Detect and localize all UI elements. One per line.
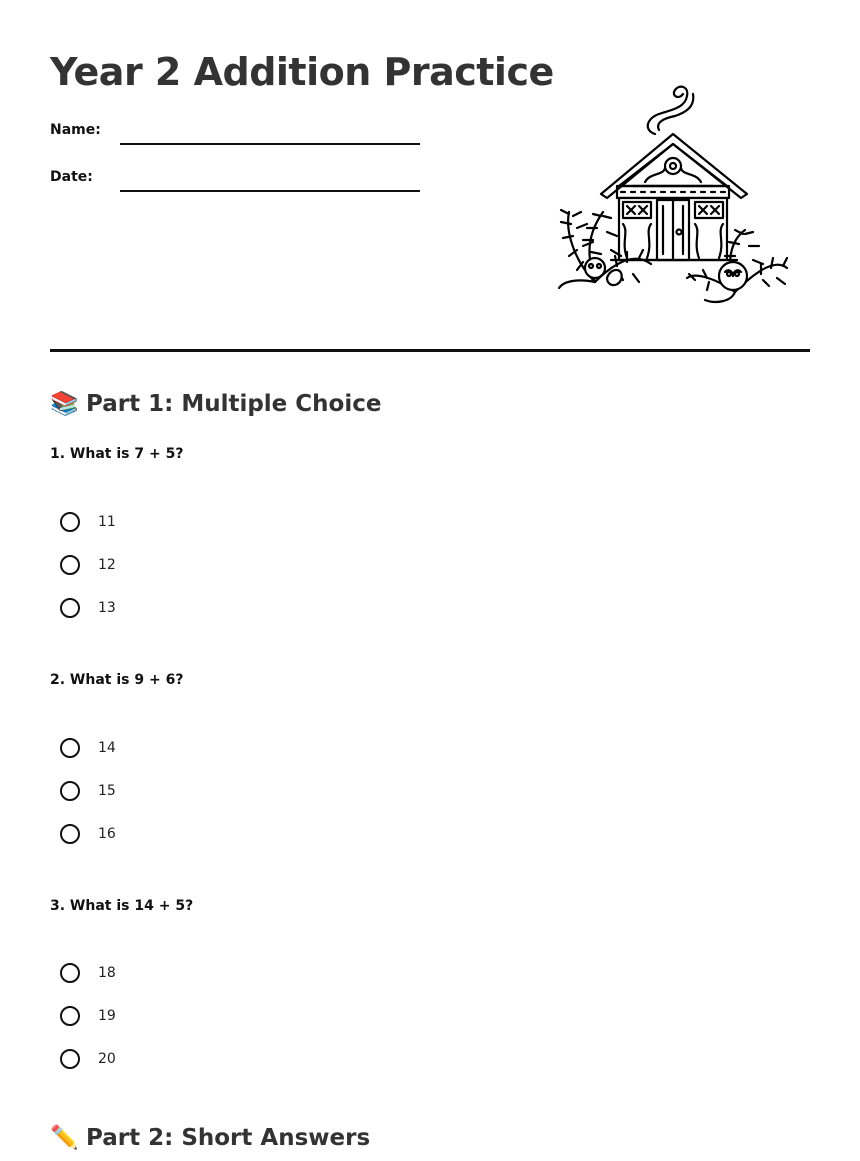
option-label: 12 bbox=[98, 557, 116, 573]
radio-button[interactable] bbox=[60, 824, 80, 844]
radio-button[interactable] bbox=[60, 963, 80, 983]
radio-button[interactable] bbox=[60, 738, 80, 758]
option-label: 11 bbox=[98, 514, 116, 530]
option-label: 19 bbox=[98, 1008, 116, 1024]
question-1: 1. What is 7 + 5? bbox=[50, 446, 184, 462]
q1-option-3[interactable] bbox=[60, 595, 116, 621]
date-label: Date: bbox=[50, 169, 93, 185]
radio-button[interactable] bbox=[60, 781, 80, 801]
books-icon: 📚 bbox=[50, 391, 79, 417]
part2-heading bbox=[50, 1124, 370, 1151]
question-3: 3. What is 14 + 5? bbox=[50, 898, 194, 914]
q2-option-3[interactable] bbox=[60, 821, 116, 847]
section-divider bbox=[50, 349, 810, 352]
part1-heading bbox=[50, 390, 381, 417]
q3-option-1[interactable] bbox=[60, 960, 116, 986]
house-illustration bbox=[555, 82, 795, 307]
q1-option-2[interactable] bbox=[60, 552, 116, 578]
radio-button[interactable] bbox=[60, 1049, 80, 1069]
date-input-line[interactable] bbox=[120, 190, 420, 192]
option-label: 18 bbox=[98, 965, 116, 981]
option-label: 20 bbox=[98, 1051, 116, 1067]
radio-button[interactable] bbox=[60, 555, 80, 575]
part2-title: Part 2: Short Answers bbox=[86, 1125, 371, 1151]
name-field bbox=[50, 122, 101, 138]
option-label: 14 bbox=[98, 740, 116, 756]
date-field bbox=[50, 169, 93, 185]
q3-option-2[interactable] bbox=[60, 1003, 116, 1029]
part1-title: Part 1: Multiple Choice bbox=[86, 391, 382, 417]
radio-button[interactable] bbox=[60, 598, 80, 618]
option-label: 16 bbox=[98, 826, 116, 842]
q2-option-1[interactable] bbox=[60, 735, 116, 761]
q1-option-1[interactable] bbox=[60, 509, 116, 535]
option-label: 13 bbox=[98, 600, 116, 616]
question-2: 2. What is 9 + 6? bbox=[50, 672, 184, 688]
option-label: 15 bbox=[98, 783, 116, 799]
page-title: Year 2 Addition Practice bbox=[50, 50, 554, 94]
radio-button[interactable] bbox=[60, 512, 80, 532]
name-input-line[interactable] bbox=[120, 143, 420, 145]
q2-option-2[interactable] bbox=[60, 778, 116, 804]
name-label: Name: bbox=[50, 122, 101, 138]
radio-button[interactable] bbox=[60, 1006, 80, 1026]
q3-option-3[interactable] bbox=[60, 1046, 116, 1072]
pencil-icon: ✏️ bbox=[50, 1125, 79, 1151]
